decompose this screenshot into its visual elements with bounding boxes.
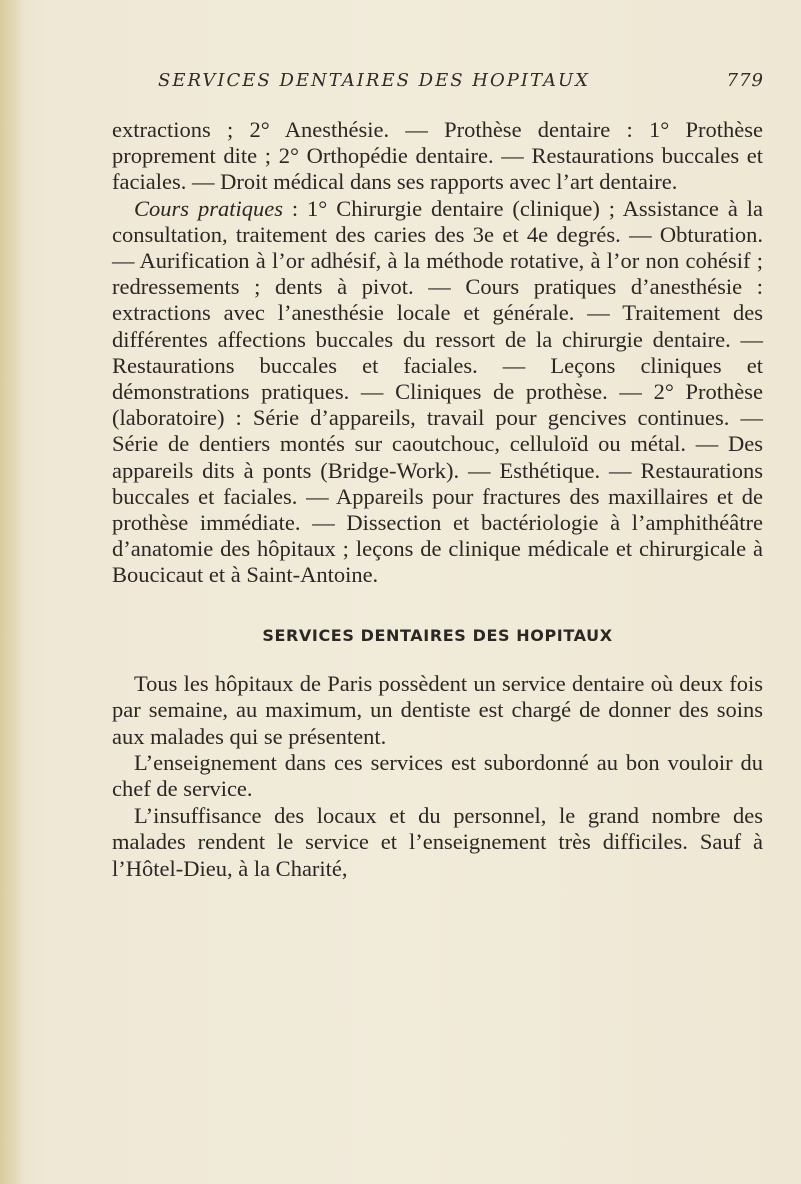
running-head-title: SERVICES DENTAIRES DES HOPITAUX xyxy=(158,70,590,91)
cours-pratiques-lead: Cours pratiques xyxy=(134,195,283,221)
section-paragraph-1: Tous les hôpitaux de Paris possèdent un service dentaire où deux fois par semaine, au maximum, un dentiste est chargé de donner des soins aux malades qui se présentent. xyxy=(112,670,763,749)
section-body xyxy=(112,671,763,882)
section-paragraph-3: L’insuffisance des locaux et du personnel, le grand nombre des malades rendent le service et l’enseignement très difficiles. Sauf à l’Hôtel-Dieu, à la Charité, xyxy=(112,802,763,881)
section-paragraph-2: L’enseignement dans ces services est subordonné au bon vouloir du chef de service. xyxy=(112,750,763,802)
section-heading: SERVICES DENTAIRES DES HOPITAUX xyxy=(262,625,613,645)
continuation-paragraph-1: extractions ; 2° Anesthésie. — Prothèse dentaire : 1° Prothèse proprement dite ; 2° Orthopédie dentaire. — Restaurations buccales et faciales. — Droit médical dans ses rapports avec l’art dentaire. xyxy=(112,117,763,195)
cours-pratiques-text: : 1° Chirurgie dentaire (clinique) ; Assistance à la consultation, traitement des caries des 3e et 4e degrés. — Obturation. — Aurification à l’or adhésif, à la méthode rotative, à l’or non cohésif ; redressements ; dents à pivot. — Cours pratiques d’anesthésie : extractions avec l’anesthésie locale et générale. — Traitement des différentes affections buccales du ressort de la chirurgie dentaire. — Restaurations buccales et faciales. — Leçons cliniques et démonstrations pratiques. — Cliniques de prothèse. — 2° Prothèse (laboratoire) : Série d’appareils, travail pour gencives continues. — Série de dentiers montés sur caoutchouc, celluloïd ou métal. — Des appareils dits à ponts (Bridge-Work). — Esthétique. — Restaurations buccales et faciales. — Appareils pour fractures des maxillaires et de prothèse immédiate. — Dissection et bactériologie à l’amphithéâtre d’anatomie des hôpitaux ; leçons de clinique médicale et chirurgicale à Boucicaut et à Saint-Antoine. xyxy=(112,195,763,588)
page-number: 779 xyxy=(726,70,764,91)
running-head xyxy=(158,66,764,94)
page-body xyxy=(112,117,763,882)
page-edge-stain xyxy=(0,0,24,1184)
continuation-paragraph-2 xyxy=(112,196,763,589)
